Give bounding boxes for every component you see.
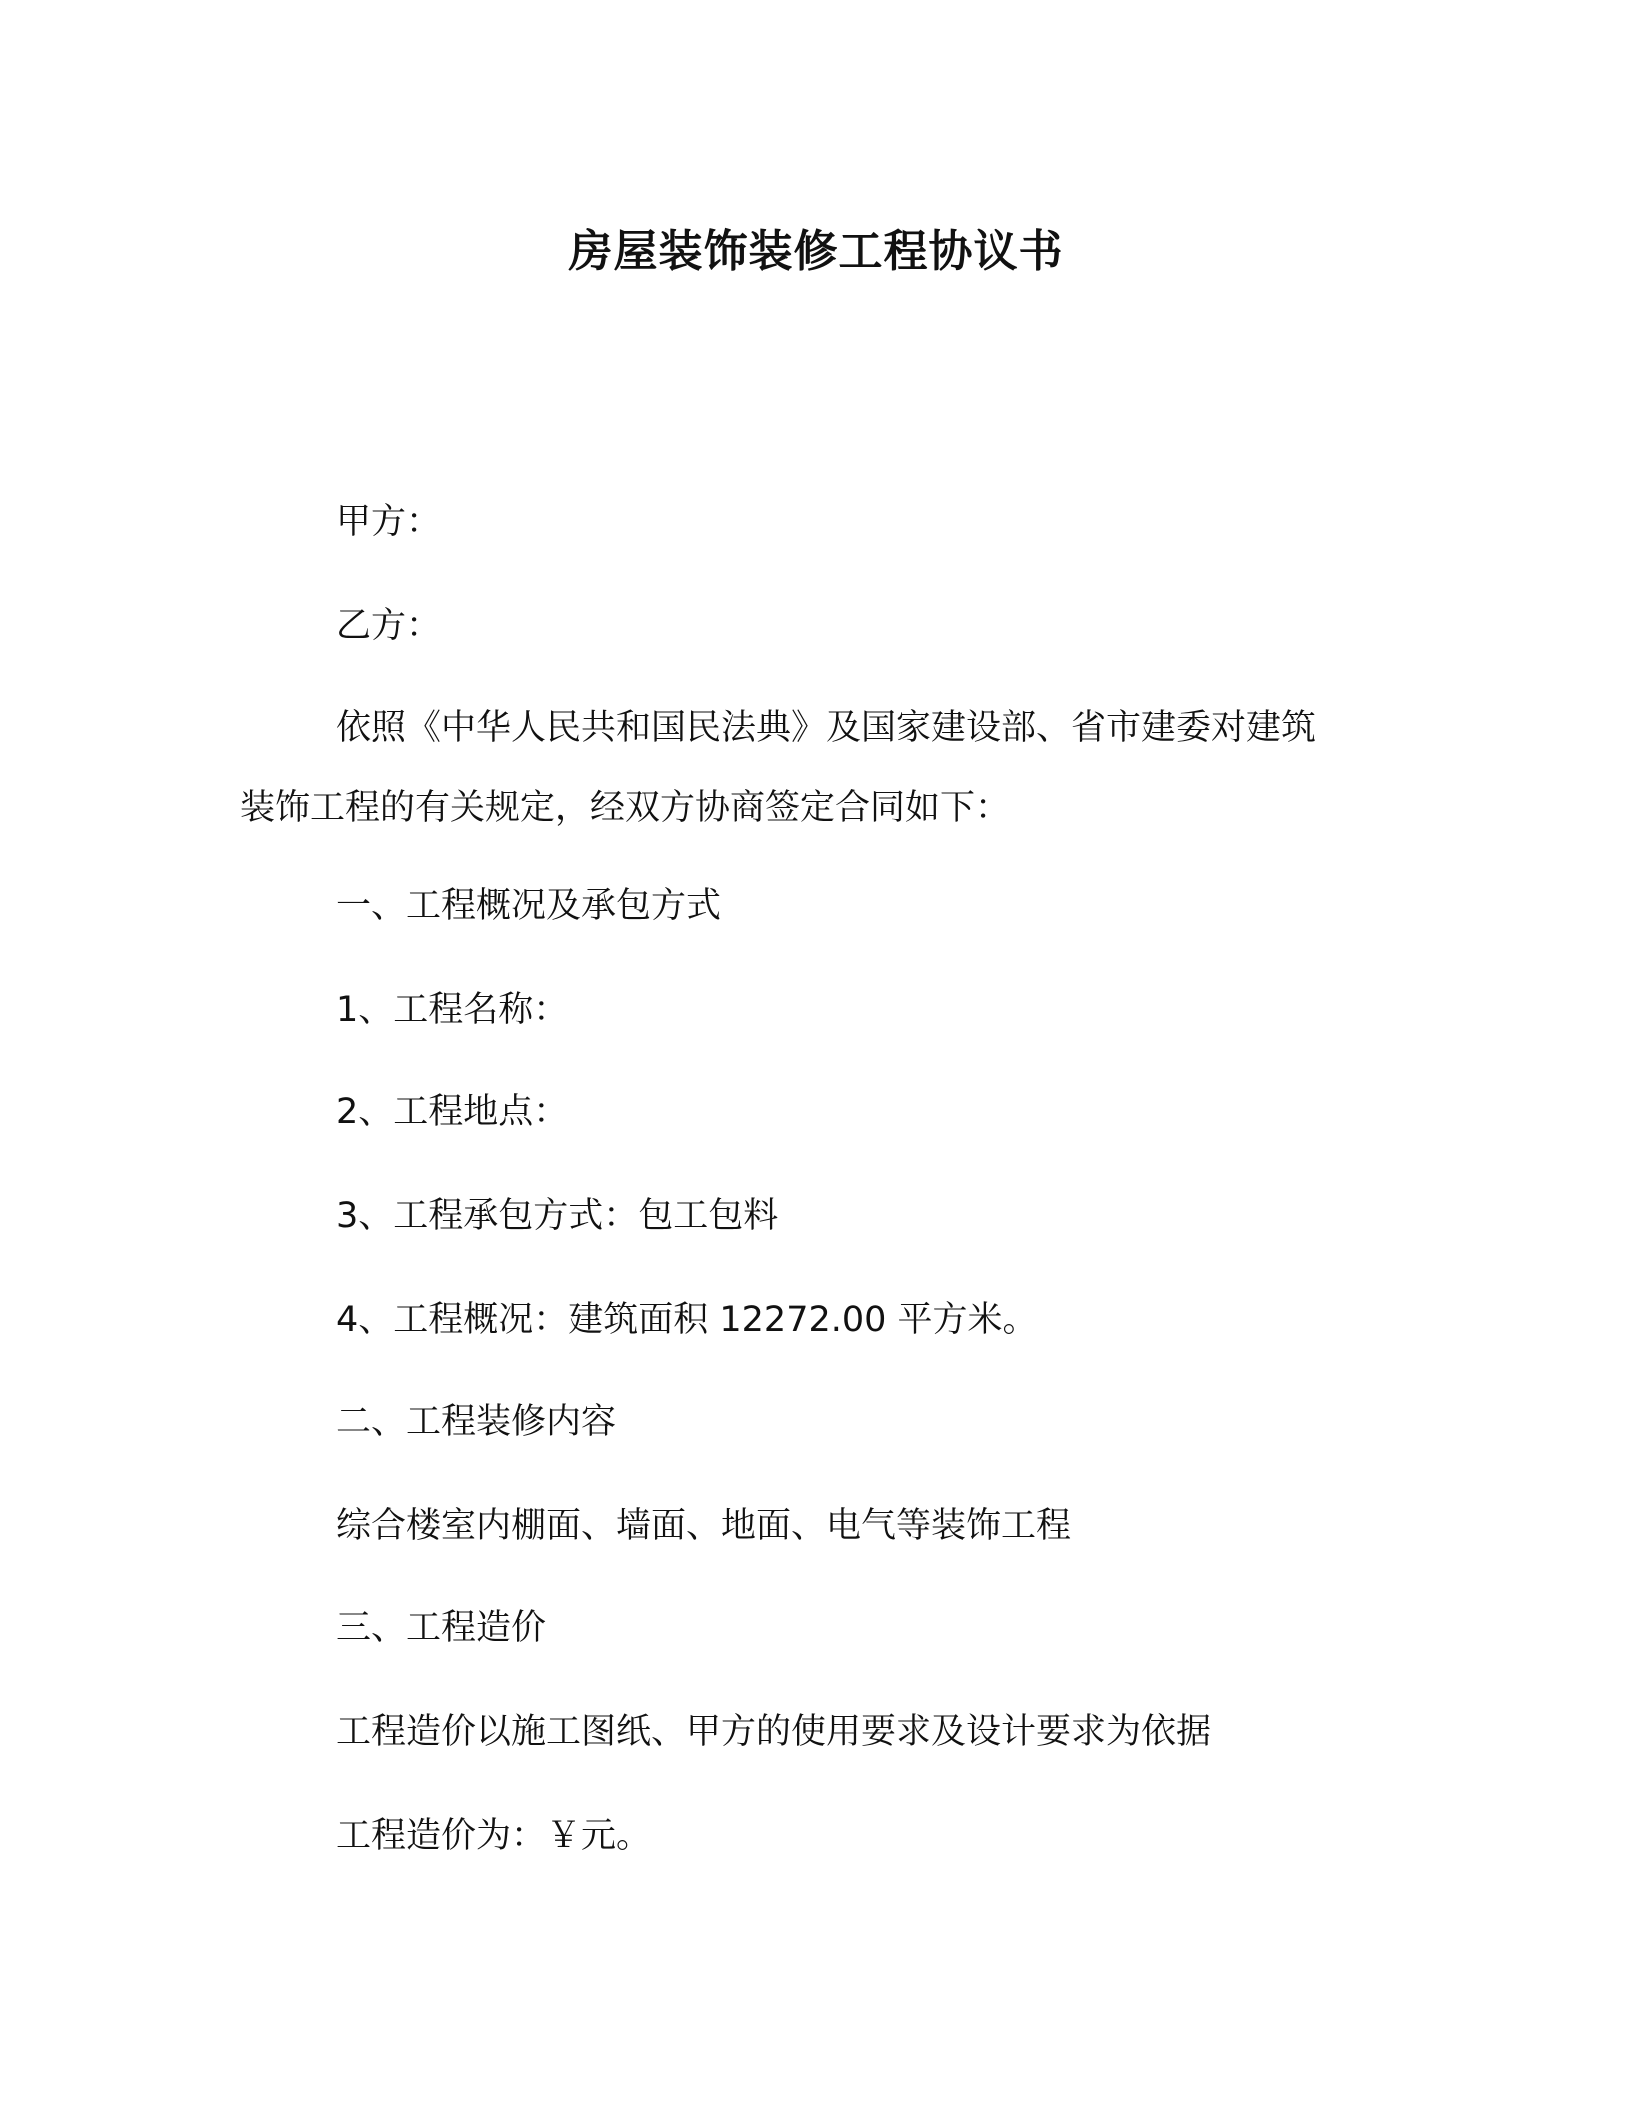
item-contract-method: 3、工程承包方式：包工包料 <box>336 1196 779 1236</box>
item-project-name: 1、工程名称： <box>336 990 569 1030</box>
item-project-location: 2、工程地点： <box>336 1092 569 1132</box>
intro-paragraph-line-2: 装饰工程的有关规定，经双方协商签定合同如下： <box>240 788 1011 828</box>
document-title: 房屋装饰装修工程协议书 <box>568 226 1064 277</box>
item-project-overview: 4、工程概况：建筑面积 12272.00 平方米。 <box>336 1300 1038 1340</box>
party-b-line: 乙方： <box>336 606 442 646</box>
section3-body: 工程造价以施工图纸、甲方的使用要求及设计要求为依据 <box>336 1712 1212 1752</box>
intro-paragraph-line-1: 依照《中华人民共和国民法典》及国家建设部、省市建委对建筑 <box>336 708 1317 748</box>
section3-price: 工程造价为：￥元。 <box>336 1816 652 1856</box>
section1-heading: 一、工程概况及承包方式 <box>336 886 722 926</box>
section3-heading: 三、工程造价 <box>336 1608 547 1648</box>
section2-body: 综合楼室内棚面、墙面、地面、电气等装饰工程 <box>336 1506 1072 1546</box>
section2-heading: 二、工程装修内容 <box>336 1402 617 1442</box>
party-a-line: 甲方： <box>336 502 442 542</box>
